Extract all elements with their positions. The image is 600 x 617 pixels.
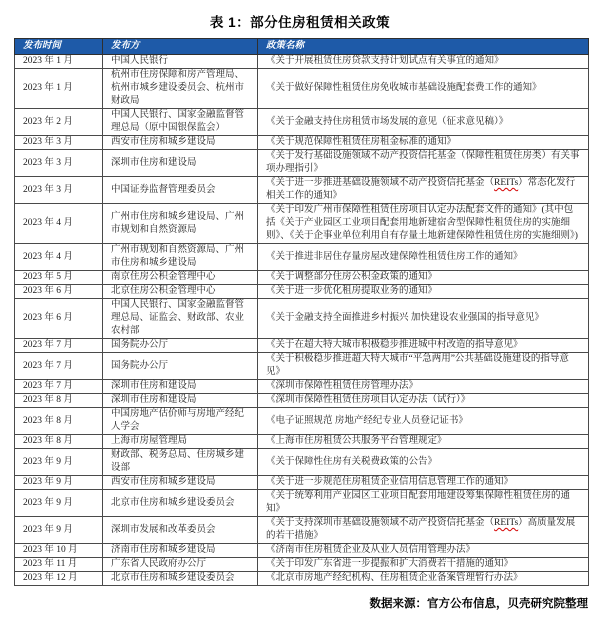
policy-cell: 《关于印发广东省进一步提振和扩大消费若干措施的通知》 xyxy=(258,558,589,572)
spellcheck-underline: REITs xyxy=(494,178,519,188)
issuer-cell: 国务院办公厅 xyxy=(103,353,258,380)
col-header-publisher: 发布方 xyxy=(103,39,258,55)
policy-cell: 《上海市住房租赁公共服务平台管理规定》 xyxy=(258,435,589,449)
header-row xyxy=(15,39,589,55)
table-row xyxy=(15,204,589,244)
table-row xyxy=(15,339,589,353)
policy-cell: 《电子证照规范 房地产经纪专业人员登记证书》 xyxy=(258,408,589,435)
issuer-cell: 上海市房屋管理局 xyxy=(103,435,258,449)
table-row xyxy=(15,408,589,435)
table-row xyxy=(15,394,589,408)
date-cell: 2023 年 4 月 xyxy=(15,204,103,244)
policy-cell: 《关于印发广州市保障性租赁住房项目认定办法配套文件的通知》(其中包括《关于产业园区工业项目配套用地新建宿舍型保障性租赁住房的实施细则》、《关于企事业单位利用自有存量土地新建保障性租赁住房的实施细则》) xyxy=(258,204,589,244)
table-row xyxy=(15,380,589,394)
table-row xyxy=(15,244,589,271)
date-cell: 2023 年 12 月 xyxy=(15,572,103,586)
table-row xyxy=(15,150,589,177)
data-source-note: 数据来源：官方公布信息，贝壳研究院整理 xyxy=(369,598,588,610)
date-cell: 2023 年 8 月 xyxy=(15,435,103,449)
date-cell: 2023 年 9 月 xyxy=(15,517,103,544)
issuer-cell: 深圳市住房和建设局 xyxy=(103,150,258,177)
date-cell: 2023 年 7 月 xyxy=(15,353,103,380)
date-cell: 2023 年 10 月 xyxy=(15,544,103,558)
policy-cell: 《关于支持深圳市基础设施领域不动产投资信托基金（REITs）高质量发展的若干措施》 xyxy=(258,517,589,544)
date-cell: 2023 年 1 月 xyxy=(15,55,103,69)
date-cell: 2023 年 8 月 xyxy=(15,394,103,408)
date-cell: 2023 年 5 月 xyxy=(15,271,103,285)
table-row xyxy=(15,449,589,476)
issuer-cell: 广东省人民政府办公厅 xyxy=(103,558,258,572)
policy-cell: 《关于做好保障性租赁住房免收城市基础设施配套费工作的通知》 xyxy=(258,69,589,109)
policy-cell: 《关于进一步规范住房租赁企业信用信息管理工作的通知》 xyxy=(258,476,589,490)
date-cell: 2023 年 1 月 xyxy=(15,69,103,109)
issuer-cell: 广州市规划和自然资源局、广州市住房和城乡建设局 xyxy=(103,244,258,271)
date-cell: 2023 年 3 月 xyxy=(15,136,103,150)
issuer-cell: 中国房地产估价师与房地产经纪人学会 xyxy=(103,408,258,435)
policy-cell: 《关于发行基础设施领域不动产投资信托基金（保障性租赁住房类）有关事项办理指引》 xyxy=(258,150,589,177)
spellcheck-underline: REITs xyxy=(494,518,519,528)
issuer-cell: 西安市住房和城乡建设局 xyxy=(103,136,258,150)
table-row xyxy=(15,517,589,544)
table-row xyxy=(15,572,589,586)
issuer-cell: 中国证券监督管理委员会 xyxy=(103,177,258,204)
date-cell: 2023 年 9 月 xyxy=(15,449,103,476)
policy-cell: 《关于保障性住房有关税费政策的公告》 xyxy=(258,449,589,476)
policy-cell: 《关于进一步推进基础设施领域不动产投资信托基金（REITs）常态化发行相关工作的通知》 xyxy=(258,177,589,204)
issuer-cell: 杭州市住房保障和房产管理局、杭州市城乡建设委员会、杭州市财政局 xyxy=(103,69,258,109)
table-row xyxy=(15,271,589,285)
table-row xyxy=(15,558,589,572)
col-header-publish-date: 发布时间 xyxy=(15,39,103,55)
date-cell: 2023 年 7 月 xyxy=(15,380,103,394)
issuer-cell: 北京住房公积金管理中心 xyxy=(103,285,258,299)
date-cell: 2023 年 3 月 xyxy=(15,177,103,204)
policy-cell: 《北京市房地产经纪机构、住房租赁企业备案管理暂行办法》 xyxy=(258,572,589,586)
issuer-cell: 中国人民银行、国家金融监督管理总局（原中国银保监会） xyxy=(103,109,258,136)
issuer-cell: 深圳市住房和建设局 xyxy=(103,394,258,408)
table-row xyxy=(15,299,589,339)
issuer-cell: 北京市住房和城乡建设委员会 xyxy=(103,572,258,586)
table-title: 表 1：部分住房租赁相关政策 xyxy=(209,15,391,30)
issuer-cell: 深圳市发展和改革委员会 xyxy=(103,517,258,544)
table-row xyxy=(15,544,589,558)
date-cell: 2023 年 9 月 xyxy=(15,476,103,490)
table-row xyxy=(15,69,589,109)
issuer-cell: 北京市住房和城乡建设委员会 xyxy=(103,490,258,517)
issuer-cell: 中国人民银行、国家金融监督管理总局、证监会、财政部、农业农村部 xyxy=(103,299,258,339)
policy-cell: 《关于统筹利用产业园区工业项目配套用地建设筹集保障性租赁住房的通知》 xyxy=(258,490,589,517)
issuer-cell: 南京住房公积金管理中心 xyxy=(103,271,258,285)
issuer-cell: 中国人民银行 xyxy=(103,55,258,69)
issuer-cell: 财政部、税务总局、住房城乡建设部 xyxy=(103,449,258,476)
policy-table-body xyxy=(15,55,589,586)
date-cell: 2023 年 6 月 xyxy=(15,299,103,339)
date-cell: 2023 年 8 月 xyxy=(15,408,103,435)
date-cell: 2023 年 4 月 xyxy=(15,244,103,271)
date-cell: 2023 年 2 月 xyxy=(15,109,103,136)
issuer-cell: 西安市住房和城乡建设局 xyxy=(103,476,258,490)
date-cell: 2023 年 6 月 xyxy=(15,285,103,299)
date-cell: 2023 年 7 月 xyxy=(15,339,103,353)
policy-cell: 《深圳市保障性租赁住房管理办法》 xyxy=(258,380,589,394)
date-cell: 2023 年 3 月 xyxy=(15,150,103,177)
policy-cell: 《关于金融支持住房租赁市场发展的意见（征求意见稿）》 xyxy=(258,109,589,136)
table-row xyxy=(15,285,589,299)
policy-cell: 《关于调整部分住房公积金政策的通知》 xyxy=(258,271,589,285)
col-header-policy-name: 政策名称 xyxy=(258,39,589,55)
issuer-cell: 深圳市住房和建设局 xyxy=(103,380,258,394)
date-cell: 2023 年 11 月 xyxy=(15,558,103,572)
table-row xyxy=(15,476,589,490)
table-row xyxy=(15,109,589,136)
table-row xyxy=(15,177,589,204)
policy-cell: 《关于开展租赁住房贷款支持计划试点有关事宜的通知》 xyxy=(258,55,589,69)
policy-cell: 《关于进一步优化租房提取业务的通知》 xyxy=(258,285,589,299)
policy-cell: 《关于金融支持全面推进乡村振兴 加快建设农业强国的指导意见》 xyxy=(258,299,589,339)
policy-cell: 《关于规范保障性租赁住房租金标准的通知》 xyxy=(258,136,589,150)
table-row xyxy=(15,490,589,517)
policy-cell: 《深圳市保障性租赁住房项目认定办法（试行）》 xyxy=(258,394,589,408)
policy-cell: 《济南市住房租赁企业及从业人员信用管理办法》 xyxy=(258,544,589,558)
issuer-cell: 济南市住房和城乡建设局 xyxy=(103,544,258,558)
issuer-cell: 广州市住房和城乡建设局、广州市规划和自然资源局 xyxy=(103,204,258,244)
policy-cell: 《关于积极稳步推进超大特大城市“平急两用”公共基础设施建设的指导意见》 xyxy=(258,353,589,380)
policy-cell: 《关于推进非居住存量房屋改建保障性租赁住房工作的通知》 xyxy=(258,244,589,271)
policy-table xyxy=(14,38,589,586)
table-row xyxy=(15,435,589,449)
issuer-cell: 国务院办公厅 xyxy=(103,339,258,353)
table-row xyxy=(15,136,589,150)
table-row xyxy=(15,353,589,380)
table-row xyxy=(15,55,589,69)
date-cell: 2023 年 9 月 xyxy=(15,490,103,517)
policy-cell: 《关于在超大特大城市积极稳步推进城中村改造的指导意见》 xyxy=(258,339,589,353)
